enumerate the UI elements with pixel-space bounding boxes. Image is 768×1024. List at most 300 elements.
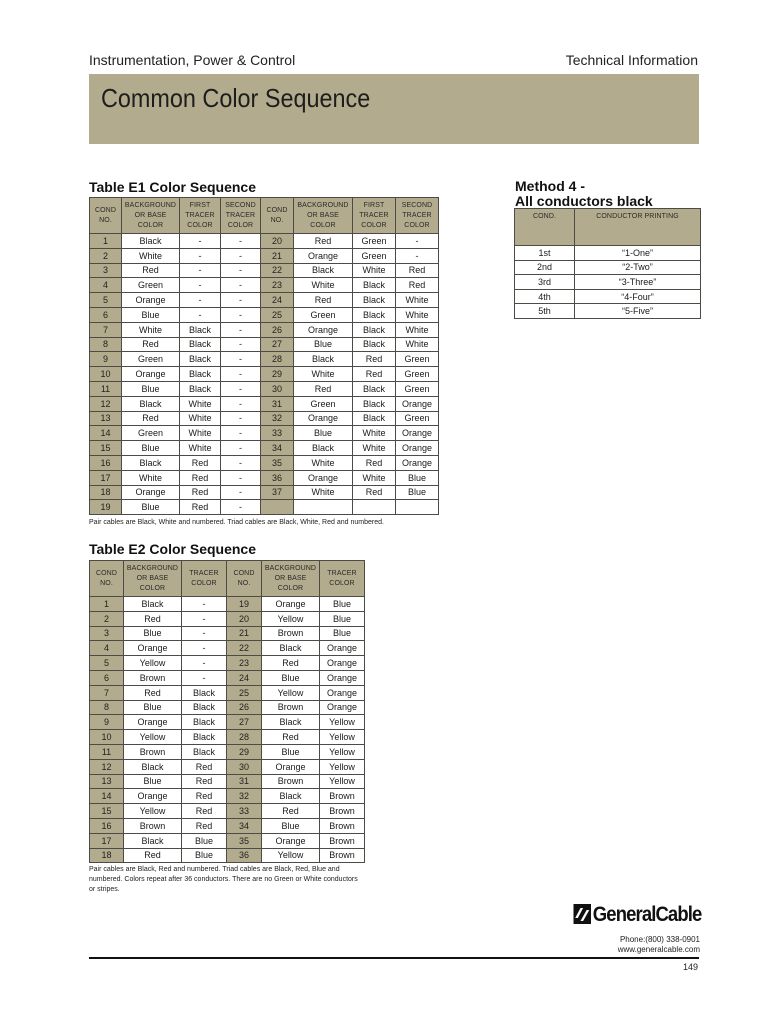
e1-cell: White — [353, 263, 396, 278]
contact-info — [618, 935, 700, 955]
e1-cell: Orange — [294, 470, 353, 485]
e1-row — [90, 278, 439, 293]
e2-cell: Red — [124, 611, 182, 626]
e1-row — [90, 396, 439, 411]
e2-cell: Yellow — [320, 715, 365, 730]
e1-cell: - — [221, 455, 261, 470]
e2-cond-number-cell: 34 — [227, 818, 262, 833]
e1-cond-number-cell: 12 — [90, 396, 122, 411]
e1-row — [90, 455, 439, 470]
e2-cell: Red — [182, 789, 227, 804]
e2-cell: Black — [124, 833, 182, 848]
e1-cell: White — [294, 455, 353, 470]
page-number: 149 — [682, 962, 698, 972]
e1-cell: White — [294, 485, 353, 500]
e2-cell: Red — [262, 804, 320, 819]
e2-cell: Black — [124, 597, 182, 612]
e1-cell: Red — [353, 367, 396, 382]
e2-cell: Red — [182, 818, 227, 833]
e2-row — [90, 759, 365, 774]
method4-row — [515, 275, 701, 290]
e2-cell: Blue — [124, 700, 182, 715]
e2-cond-number-cell: 28 — [227, 730, 262, 745]
e1-cell: White — [294, 367, 353, 382]
e1-cell: Green — [122, 278, 180, 293]
e2-cell: Brown — [124, 818, 182, 833]
e1-row — [90, 367, 439, 382]
method4-title-line1: Method 4 - — [515, 178, 585, 194]
method4-cell: “5-Five” — [575, 304, 701, 319]
e1-cell: Green — [122, 426, 180, 441]
e1-cell: - — [221, 426, 261, 441]
e1-cell: Red — [180, 500, 221, 515]
e2-cell: Yellow — [262, 848, 320, 863]
e2-cond-number-cell: 26 — [227, 700, 262, 715]
e1-cell: Black — [353, 293, 396, 308]
e2-cell: Yellow — [262, 685, 320, 700]
e2-cell: Blue — [320, 597, 365, 612]
e2-header-4: BACKGROUND OR BASE COLOR — [262, 561, 320, 597]
e1-cell: Black — [294, 441, 353, 456]
e1-cond-number-cell — [261, 500, 294, 515]
e2-cell: Blue — [124, 626, 182, 641]
e1-header-7: SECOND TRACER COLOR — [396, 198, 439, 234]
e1-cell: - — [221, 485, 261, 500]
e2-cell: Orange — [124, 715, 182, 730]
method4-cell: “2-Two” — [575, 260, 701, 275]
e2-cell: Black — [124, 759, 182, 774]
table-e2-note: Pair cables are Black, Red and numbered. Triad cables are Black, Red, Blue and numbered. Colors repeat after 36 conductors. There are no Green or White conductors or stripes. — [89, 866, 358, 893]
e1-row — [90, 426, 439, 441]
e1-header-0: COND NO. — [90, 198, 122, 234]
e1-cell: Green — [294, 307, 353, 322]
e1-cell: White — [180, 426, 221, 441]
e2-cell: Black — [262, 789, 320, 804]
method4-cell: 2nd — [515, 260, 575, 275]
e1-cond-number-cell: 7 — [90, 322, 122, 337]
e1-row — [90, 500, 439, 515]
method4-cell: “1-One” — [575, 246, 701, 261]
e1-cell: - — [221, 367, 261, 382]
e1-cell: White — [353, 426, 396, 441]
e1-cell: Black — [180, 381, 221, 396]
e1-cell: Red — [122, 411, 180, 426]
e2-cell: - — [182, 670, 227, 685]
e2-cell: - — [182, 611, 227, 626]
e1-cell: Blue — [294, 426, 353, 441]
e1-row — [90, 381, 439, 396]
e1-cond-number-cell: 31 — [261, 396, 294, 411]
e1-cell: Green — [396, 381, 439, 396]
e1-cell: - — [221, 234, 261, 249]
general-cable-logo — [573, 903, 701, 927]
e1-cell: Red — [353, 352, 396, 367]
e1-cond-number-cell: 6 — [90, 307, 122, 322]
e1-cell: Orange — [294, 411, 353, 426]
method4-row — [515, 289, 701, 304]
phone-number: Phone:(800) 338-0901 — [619, 935, 700, 944]
e1-row — [90, 322, 439, 337]
e1-cell: Orange — [122, 293, 180, 308]
e2-cell: Brown — [320, 804, 365, 819]
method4-header-row — [515, 209, 701, 246]
table-e1-header-row — [90, 198, 439, 234]
e1-cond-number-cell: 27 — [261, 337, 294, 352]
e1-cell: Green — [396, 411, 439, 426]
e1-cell: Blue — [294, 337, 353, 352]
e1-cell: Red — [180, 455, 221, 470]
e1-cell — [353, 500, 396, 515]
e2-cell: Blue — [262, 818, 320, 833]
e1-row — [90, 485, 439, 500]
e1-cell: Black — [353, 396, 396, 411]
e1-cell: - — [396, 234, 439, 249]
e2-header-5: TRACER COLOR — [320, 561, 365, 597]
e1-cell — [294, 500, 353, 515]
e1-cond-number-cell: 5 — [90, 293, 122, 308]
e2-cell: Red — [182, 774, 227, 789]
e2-cond-number-cell: 7 — [90, 685, 124, 700]
e1-cell: Black — [353, 307, 396, 322]
e2-row — [90, 789, 365, 804]
e1-cell: White — [396, 293, 439, 308]
method4-cell: “4-Four” — [575, 289, 701, 304]
e1-header-5: BACKGROUND OR BASE COLOR — [294, 198, 353, 234]
e2-cell: Yellow — [262, 611, 320, 626]
e1-cond-number-cell: 18 — [90, 485, 122, 500]
e1-cell: Black — [353, 411, 396, 426]
e1-cell: Black — [122, 396, 180, 411]
e2-cell: Orange — [262, 597, 320, 612]
e1-cond-number-cell: 13 — [90, 411, 122, 426]
e2-cond-number-cell: 10 — [90, 730, 124, 745]
e1-cell: - — [221, 322, 261, 337]
e1-cell: - — [180, 278, 221, 293]
e2-row — [90, 656, 365, 671]
table-e2-title: Table E2 Color Sequence — [89, 541, 257, 557]
e1-cond-number-cell: 15 — [90, 441, 122, 456]
e2-row — [90, 818, 365, 833]
e1-cell: - — [180, 293, 221, 308]
e1-cond-number-cell: 4 — [90, 278, 122, 293]
e1-cell: White — [396, 322, 439, 337]
e2-cell: Brown — [262, 774, 320, 789]
e1-cell: Green — [396, 352, 439, 367]
e1-cell: - — [221, 337, 261, 352]
e2-row — [90, 685, 365, 700]
e2-cell: Brown — [320, 789, 365, 804]
e1-cell: Red — [122, 263, 180, 278]
e2-cell: Orange — [320, 656, 365, 671]
e2-cell: Brown — [124, 670, 182, 685]
e2-row — [90, 626, 365, 641]
e1-row — [90, 307, 439, 322]
e2-cond-number-cell: 16 — [90, 818, 124, 833]
e1-cond-number-cell: 16 — [90, 455, 122, 470]
e1-cell: White — [396, 337, 439, 352]
title-banner — [89, 74, 699, 144]
e1-row — [90, 470, 439, 485]
e1-row — [90, 234, 439, 249]
website-url[interactable]: www.generalcable.com — [617, 945, 700, 954]
method4-cell: 3rd — [515, 275, 575, 290]
e1-cell: Green — [353, 248, 396, 263]
e1-cell: - — [221, 278, 261, 293]
e2-cond-number-cell: 35 — [227, 833, 262, 848]
e1-cell: Black — [353, 278, 396, 293]
e1-cell — [396, 500, 439, 515]
e2-row — [90, 641, 365, 656]
method4-row — [515, 260, 701, 275]
e2-cell: - — [182, 597, 227, 612]
e2-cell: Orange — [320, 700, 365, 715]
e2-cond-number-cell: 21 — [227, 626, 262, 641]
e1-cell: - — [396, 248, 439, 263]
e2-cell: Orange — [262, 759, 320, 774]
table-e2-header-row — [90, 561, 365, 597]
e2-cell: - — [182, 656, 227, 671]
method4-row — [515, 304, 701, 319]
e1-header-3: SECOND TRACER COLOR — [221, 198, 261, 234]
e2-cond-number-cell: 3 — [90, 626, 124, 641]
e1-cell: - — [221, 263, 261, 278]
e2-cond-number-cell: 15 — [90, 804, 124, 819]
e2-header-0: COND NO. — [90, 561, 124, 597]
e1-cell: White — [353, 441, 396, 456]
e2-cond-number-cell: 20 — [227, 611, 262, 626]
e2-cell: Orange — [320, 670, 365, 685]
e1-cell: Black — [294, 352, 353, 367]
e1-header-2: FIRST TRACER COLOR — [180, 198, 221, 234]
e1-cell: Black — [122, 234, 180, 249]
e2-cell: - — [182, 626, 227, 641]
method4-cell: 1st — [515, 246, 575, 261]
e1-cond-number-cell: 29 — [261, 367, 294, 382]
e2-cell: Red — [262, 730, 320, 745]
e2-cell: Red — [182, 804, 227, 819]
e1-cond-number-cell: 9 — [90, 352, 122, 367]
e1-cell: Red — [396, 263, 439, 278]
page-title: Common Color Sequence — [101, 83, 371, 113]
e1-cell: Green — [353, 234, 396, 249]
e1-cell: White — [180, 411, 221, 426]
method4-header-0: COND. — [515, 209, 575, 246]
e1-cell: White — [122, 248, 180, 263]
e1-cell: Orange — [396, 455, 439, 470]
e1-cell: Orange — [122, 485, 180, 500]
e1-cell: Blue — [122, 307, 180, 322]
e1-cond-number-cell: 32 — [261, 411, 294, 426]
e1-cell: White — [122, 322, 180, 337]
e2-cond-number-cell: 5 — [90, 656, 124, 671]
e1-cond-number-cell: 20 — [261, 234, 294, 249]
e2-cell: Red — [182, 759, 227, 774]
e1-row — [90, 248, 439, 263]
e1-cell: Blue — [122, 441, 180, 456]
e1-cond-number-cell: 25 — [261, 307, 294, 322]
e2-cell: Black — [262, 715, 320, 730]
e2-cell: Brown — [262, 700, 320, 715]
e1-cond-number-cell: 1 — [90, 234, 122, 249]
e1-cell: - — [180, 263, 221, 278]
e2-cell: Orange — [124, 641, 182, 656]
method4-cell: “3-Three” — [575, 275, 701, 290]
e1-header-1: BACKGROUND OR BASE COLOR — [122, 198, 180, 234]
e1-cell: White — [180, 396, 221, 411]
e1-cond-number-cell: 26 — [261, 322, 294, 337]
e1-cell: - — [221, 500, 261, 515]
method4-cell: 5th — [515, 304, 575, 319]
e1-cond-number-cell: 10 — [90, 367, 122, 382]
e1-cell: Green — [294, 396, 353, 411]
e1-cond-number-cell: 28 — [261, 352, 294, 367]
e1-row — [90, 441, 439, 456]
e1-row — [90, 352, 439, 367]
footer-rule — [89, 957, 699, 959]
e1-header-4: COND NO. — [261, 198, 294, 234]
e2-cond-number-cell: 30 — [227, 759, 262, 774]
e1-cell: - — [221, 411, 261, 426]
e2-cell: Black — [262, 641, 320, 656]
method4-title — [515, 179, 653, 209]
e2-cond-number-cell: 23 — [227, 656, 262, 671]
e1-cell: - — [221, 248, 261, 263]
e1-cell: White — [122, 470, 180, 485]
e1-cond-number-cell: 17 — [90, 470, 122, 485]
e1-cell: - — [180, 234, 221, 249]
e1-cell: White — [180, 441, 221, 456]
e1-cell: - — [221, 441, 261, 456]
e1-cell: Red — [180, 485, 221, 500]
e2-cond-number-cell: 19 — [227, 597, 262, 612]
e2-row — [90, 715, 365, 730]
e2-row — [90, 744, 365, 759]
e1-cell: - — [221, 307, 261, 322]
e2-cond-number-cell: 8 — [90, 700, 124, 715]
e1-cond-number-cell: 2 — [90, 248, 122, 263]
e2-cell: Brown — [320, 833, 365, 848]
e2-cell: Blue — [262, 744, 320, 759]
e2-cell: Red — [262, 656, 320, 671]
e2-cell: Brown — [320, 818, 365, 833]
e2-cond-number-cell: 14 — [90, 789, 124, 804]
e2-row — [90, 670, 365, 685]
e1-cell: Orange — [396, 396, 439, 411]
e1-cell: - — [221, 352, 261, 367]
e2-cell: Blue — [124, 774, 182, 789]
method4-table — [514, 208, 701, 319]
header-right-title: Technical Information — [565, 52, 698, 68]
e1-cond-number-cell: 36 — [261, 470, 294, 485]
e1-cond-number-cell: 14 — [90, 426, 122, 441]
e2-cond-number-cell: 22 — [227, 641, 262, 656]
e2-cell: Black — [182, 744, 227, 759]
e1-cell: - — [221, 381, 261, 396]
e2-cell: - — [182, 641, 227, 656]
general-cable-logo-icon — [573, 904, 591, 924]
table-e1 — [89, 197, 439, 515]
e2-cell: Yellow — [124, 730, 182, 745]
e1-cell: Red — [294, 293, 353, 308]
e1-cell: - — [221, 293, 261, 308]
e1-cell: White — [396, 307, 439, 322]
e1-cond-number-cell: 33 — [261, 426, 294, 441]
e2-cell: Red — [124, 848, 182, 863]
e2-cell: Yellow — [320, 759, 365, 774]
e2-cond-number-cell: 18 — [90, 848, 124, 863]
e2-cell: Blue — [320, 611, 365, 626]
e2-row — [90, 848, 365, 863]
e1-cell: Black — [180, 337, 221, 352]
e1-row — [90, 293, 439, 308]
e1-cell: Blue — [396, 470, 439, 485]
e1-cell: Black — [353, 381, 396, 396]
e2-cell: Yellow — [320, 774, 365, 789]
e1-cell: - — [180, 248, 221, 263]
table-e2 — [89, 560, 365, 863]
e1-cell: Black — [122, 455, 180, 470]
e2-cell: Orange — [320, 685, 365, 700]
method4-header-1: CONDUCTOR PRINTING — [575, 209, 701, 246]
e1-cell: Green — [122, 352, 180, 367]
e2-cond-number-cell: 25 — [227, 685, 262, 700]
e1-cell: Blue — [122, 381, 180, 396]
e2-cell: Red — [124, 685, 182, 700]
table-e1-note: Pair cables are Black, White and numbered. Triad cables are Black, White, Red and numbered. — [89, 519, 384, 526]
e2-cond-number-cell: 6 — [90, 670, 124, 685]
e1-cell: Orange — [294, 322, 353, 337]
e1-cell: Red — [353, 485, 396, 500]
e1-cell: Orange — [396, 426, 439, 441]
e2-row — [90, 730, 365, 745]
e2-cell: Brown — [262, 626, 320, 641]
e2-cond-number-cell: 36 — [227, 848, 262, 863]
e1-cell: Orange — [396, 441, 439, 456]
e2-header-1: BACKGROUND OR BASE COLOR — [124, 561, 182, 597]
e1-cell: Orange — [122, 367, 180, 382]
e1-cond-number-cell: 37 — [261, 485, 294, 500]
e1-cell: Orange — [294, 248, 353, 263]
e2-cond-number-cell: 11 — [90, 744, 124, 759]
header-left-title: Instrumentation, Power & Control — [89, 52, 296, 68]
e1-cell: Black — [180, 367, 221, 382]
e1-cell: Black — [353, 322, 396, 337]
logo-text: GeneralCable — [592, 903, 701, 926]
e2-cell: Blue — [320, 626, 365, 641]
e1-cond-number-cell: 34 — [261, 441, 294, 456]
e2-cell: Black — [182, 730, 227, 745]
e2-row — [90, 804, 365, 819]
e1-cell: Blue — [122, 500, 180, 515]
e1-cell: White — [294, 278, 353, 293]
e2-cond-number-cell: 27 — [227, 715, 262, 730]
e1-cell: Red — [180, 470, 221, 485]
e1-row — [90, 263, 439, 278]
e2-cond-number-cell: 33 — [227, 804, 262, 819]
e2-cell: Yellow — [124, 656, 182, 671]
e1-cell: Green — [396, 367, 439, 382]
e2-cond-number-cell: 2 — [90, 611, 124, 626]
e2-row — [90, 597, 365, 612]
e1-cond-number-cell: 21 — [261, 248, 294, 263]
e2-cell: Orange — [124, 789, 182, 804]
e1-cell: Red — [294, 381, 353, 396]
e2-cond-number-cell: 32 — [227, 789, 262, 804]
e2-cell: Brown — [124, 744, 182, 759]
e1-cond-number-cell: 24 — [261, 293, 294, 308]
e2-cond-number-cell: 17 — [90, 833, 124, 848]
e1-cell: Red — [353, 455, 396, 470]
